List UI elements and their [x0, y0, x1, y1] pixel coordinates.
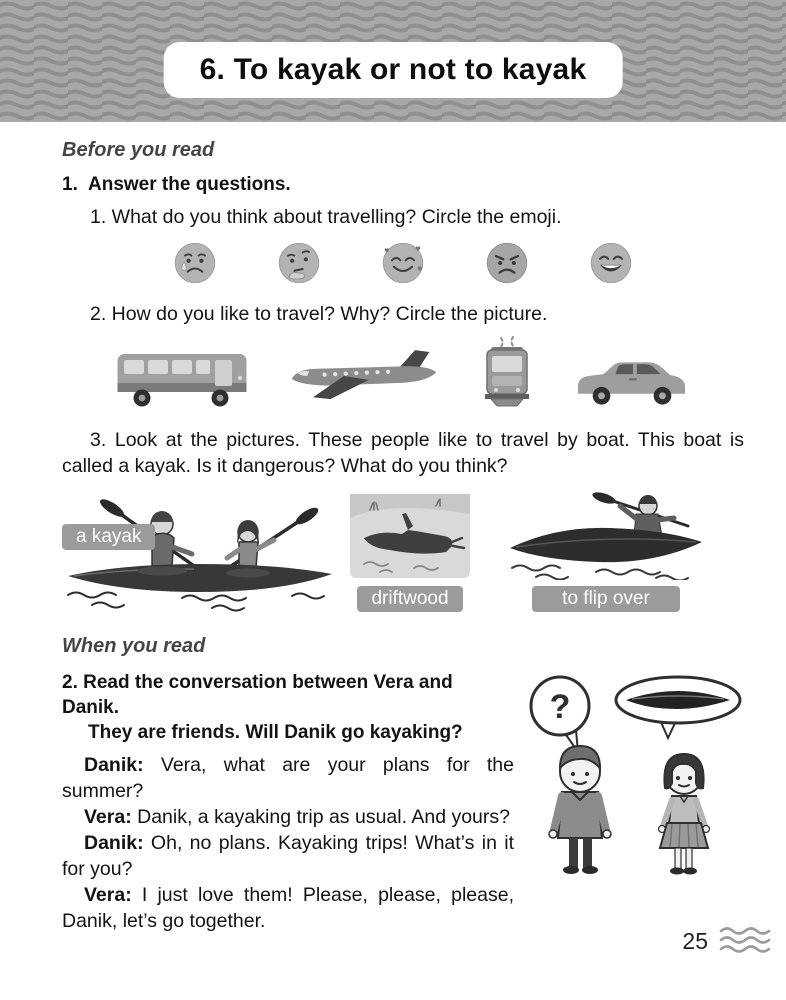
smiling-hearts-face-icon[interactable] — [381, 241, 425, 285]
car-icon[interactable] — [574, 356, 690, 408]
question-1: 1. What do you think about travelling? Circle the emoji. — [90, 206, 562, 228]
kayak-pictures-row — [62, 492, 744, 619]
speaker-danik: Danik: — [84, 754, 144, 777]
page-number: 25 — [682, 927, 708, 954]
dialogue-line-4 — [62, 883, 744, 935]
bus-icon[interactable] — [116, 350, 248, 408]
grinning-face-icon[interactable] — [589, 241, 633, 285]
task1-number: 1. — [62, 174, 78, 195]
emoji-choice-row — [62, 241, 744, 285]
dialogue-text: Oh, no plans. Kayaking trips! What’s in it for you? — [62, 831, 514, 880]
driftwood-scene-icon — [350, 492, 470, 580]
speaker-danik: Danik: — [84, 831, 144, 854]
angry-face-icon[interactable] — [485, 241, 529, 285]
kayak-picture — [62, 492, 340, 619]
label-to-flip-over: to flip over — [532, 586, 680, 612]
vehicle-choice-row — [62, 336, 744, 408]
airplane-icon[interactable] — [288, 346, 440, 408]
speaker-vera: Vera: — [84, 805, 132, 828]
flip-over-scene-icon — [506, 492, 706, 580]
tram-icon[interactable] — [480, 336, 534, 408]
speaker-vera: Vera: — [84, 883, 132, 906]
section-heading-when-you-read: When you read — [62, 634, 206, 657]
task1-header — [62, 174, 744, 196]
kayak-scene-icon — [62, 492, 340, 614]
lesson-title-box — [164, 42, 623, 98]
page-content — [0, 122, 786, 935]
driftwood-picture — [350, 492, 470, 612]
page-banner — [0, 0, 786, 122]
task2-header-line2: They are friends. Will Danik go kayaking? — [88, 722, 463, 743]
dialogue-text: I just love them! Please, please, please, Danik, let’s go together. — [62, 883, 514, 932]
question-3: 3. Look at the pictures. These people like to travel by boat. This boat is called a kayak. Is it dangerous? What do you think? — [62, 429, 744, 477]
label-a-kayak: a kayak — [62, 524, 155, 550]
footer-waves-icon — [718, 926, 774, 956]
vera-and-danik-icon — [520, 670, 744, 880]
crying-face-icon[interactable] — [173, 241, 217, 285]
thinking-face-icon[interactable] — [277, 241, 321, 285]
task1-title: Answer the questions. — [88, 174, 291, 195]
label-driftwood: driftwood — [357, 586, 462, 612]
flip-over-picture — [506, 492, 706, 612]
task2-number: 2. — [62, 671, 78, 693]
task2-block — [62, 670, 744, 935]
lesson-title: 6. To kayak or not to kayak — [199, 53, 587, 86]
kids-illustration — [520, 670, 744, 880]
question-2: 2. How do you like to travel? Why? Circle the picture. — [90, 303, 548, 325]
section-heading-before-you-read: Before you read — [62, 139, 215, 161]
question-mark-bubble-text: ? — [549, 687, 571, 726]
dialogue-text: Danik, a kayaking trip as usual. And yours? — [131, 805, 510, 828]
page-footer — [682, 926, 774, 956]
dialogue-text: Vera, what are your plans for the summer? — [62, 754, 514, 802]
task2-title-line1: Read the conversation between Vera and Danik. — [62, 671, 453, 718]
